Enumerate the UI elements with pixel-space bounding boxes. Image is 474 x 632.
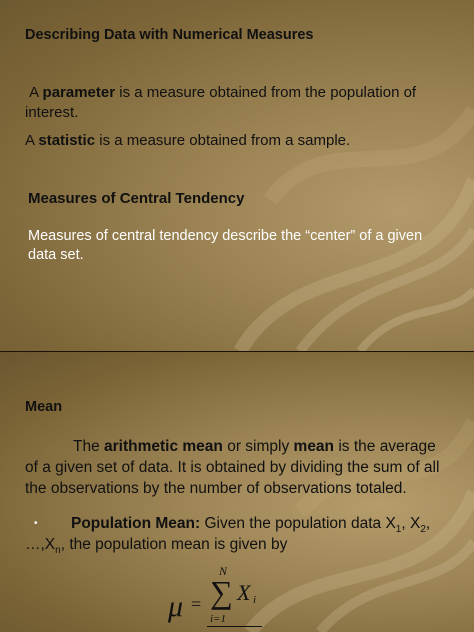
equals-sign: =: [191, 594, 202, 614]
mean-definition: The arithmetic mean or simply mean is the average of a given set of data. It is obtained by dividing the sum of all the observations by the number of observations totaled.: [25, 438, 440, 497]
mu-symbol: μ: [168, 590, 184, 623]
parameter-definition: A parameter is a measure obtained from the population of interest.: [25, 84, 417, 121]
mean-term: mean: [293, 438, 335, 455]
statistic-definition: A statistic is a measure obtained from a sample.: [25, 132, 351, 149]
section-heading: Measures of Central Tendency: [28, 190, 245, 207]
slide-title: Describing Data with Numerical Measures: [25, 27, 314, 43]
sum-lower-limit: i=1: [210, 613, 226, 625]
mean-heading: Mean: [25, 399, 63, 415]
arithmetic-mean-term: arithmetic mean: [104, 438, 223, 455]
sigma-symbol: ∑: [210, 574, 233, 610]
slide-2: [0, 352, 474, 632]
parameter-term: parameter: [42, 84, 116, 101]
section-text: Measures of central tendency describe the “center” of a given data set.: [28, 228, 423, 263]
population-mean-text: Population Mean: Given the population data $X_1$, $X_2$, $\dots,X_n$, the population mean is given by: [25, 515, 431, 557]
population-mean-label: Population Mean:: [71, 515, 201, 532]
x-variable: X: [237, 580, 251, 605]
x-subscript: i: [253, 594, 257, 606]
fraction-bar: [207, 626, 262, 627]
sum-upper-limit: N: [219, 564, 228, 578]
bullet: •: [34, 518, 38, 529]
statistic-term: statistic: [38, 132, 96, 149]
